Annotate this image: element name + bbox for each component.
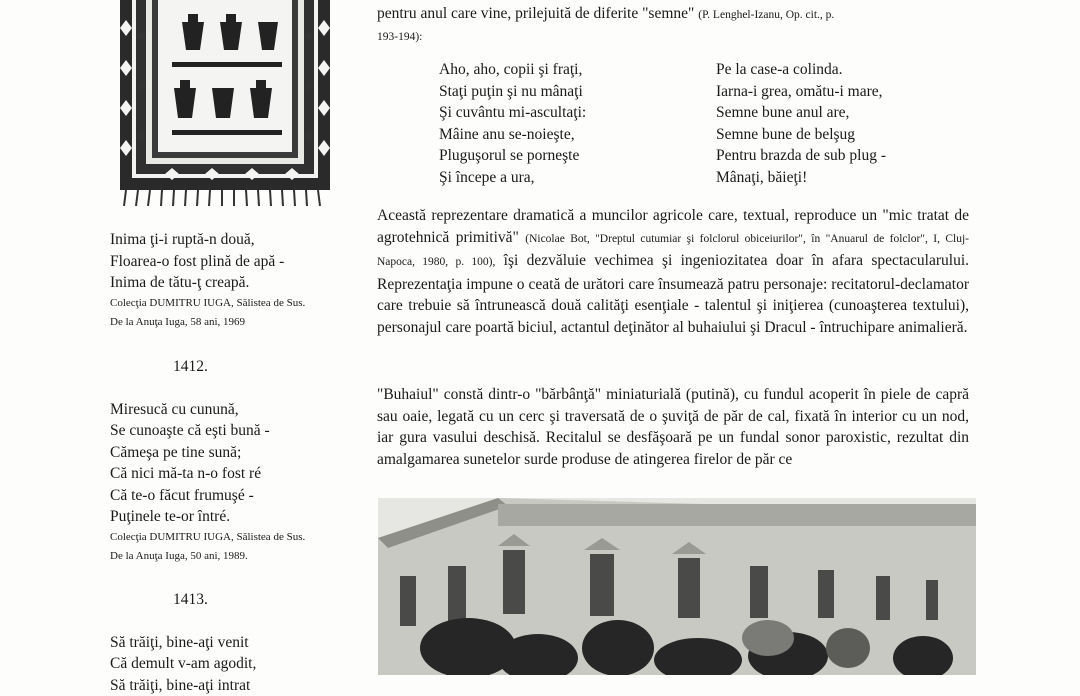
poem-line: Semne bune anul are, bbox=[716, 102, 966, 124]
verse-line: Să trăiţi, bine-aţi intrat bbox=[110, 675, 355, 696]
poem-line: Iarna-i grea, omătu-i mare, bbox=[716, 81, 966, 103]
paragraph-text: Această reprezentare dramatică a muncilor agricole care, textual, reproduce un "mic tratat de agrotehnică primitivă" bbox=[377, 207, 969, 246]
poem-line: Semne bune de belşug bbox=[716, 124, 966, 146]
item-number: 1413. bbox=[173, 590, 355, 610]
verse-line: Floarea-o fost plină de apă - bbox=[110, 251, 355, 273]
verse-line: Cămeşa pe tine sună; bbox=[110, 442, 355, 464]
collection-credit: De la Anuţa Iuga, 58 ani, 1969 bbox=[110, 313, 355, 332]
poem-line: Staţi puţin şi nu mânaţi bbox=[439, 81, 689, 103]
poem-line: Pluguşorul se porneşte bbox=[439, 145, 689, 167]
poem-left-column bbox=[439, 59, 689, 188]
intro-text bbox=[377, 3, 967, 48]
verse-line: Să trăiţi, bine-aţi venit bbox=[110, 632, 355, 654]
street-photo bbox=[378, 498, 976, 675]
paragraph-dramatic-representation bbox=[377, 205, 969, 338]
poem-line: Şi cuvântu mi-ascultaţi: bbox=[439, 102, 689, 124]
paragraph-buhaiul: "Buhaiul" constă dintr-o "bărbânţă" miniaturială (putină), cu fundul acoperit în piele de capră sau oaie, legată cu un cerc şi traversată de o şuviţă de păr de cal, fixată în interior cu un nod, iar gura vasului deschisă. Recitalul se desfăşoară pe un fundal sonor paroxistic, rezultat din amalgamarea sunetelor surde produse de atingerea firelor de păr ce bbox=[377, 384, 969, 470]
collection-credit: Colecţia DUMITRU IUGA, Sălistea de Sus. bbox=[110, 294, 355, 313]
verse-line: Că demult v-am agodit, bbox=[110, 653, 355, 675]
item-number: 1412. bbox=[173, 357, 355, 377]
poem-right-column bbox=[716, 59, 966, 188]
poem-line: Şi începe a ura, bbox=[439, 167, 689, 189]
intro-citation: (P. Lenghel-Izanu, Op. cit., p. bbox=[698, 9, 834, 21]
poem-line: Mânaţi, băieţi! bbox=[716, 167, 966, 189]
collection-credit: De la Anuţa Iuga, 50 ani, 1989. bbox=[110, 547, 355, 566]
poem-line: Pe la case-a colinda. bbox=[716, 59, 966, 81]
poem-line: Pentru brazda de sub plug - bbox=[716, 145, 966, 167]
intro-line: pentru anul care vine, prilejuită de diferite "semne" bbox=[377, 5, 694, 22]
verse-line: Inima de tătu-ţ creapă. bbox=[110, 272, 355, 294]
paragraph-citation: (Nicolae Bot, "Dreptul cutumiar şi folclorul obiceiurilor", în "Anuarul de folclor", I, Cluj-Napoca, 1980, p. 100), bbox=[377, 233, 969, 269]
collection-credit: Colecţia DUMITRU IUGA, Sălistea de Sus. bbox=[110, 528, 355, 547]
left-column bbox=[110, 229, 355, 696]
paragraph-text: îşi dezvăluie vechimea şi ingeniozitatea doar în afara spectacularului. Reprezentaţia impune o ceată de urători care însumează patru personaje: recitatorul-declamator care trebuie să întrunească două calităţi esenţiale - talentul şi iniţierea (cunoaşterea textului), personajul care poartă biciul, actantul deţinător al buhaiului şi Dracul - întruchipare animalieră. bbox=[377, 252, 969, 336]
verse-line: Inima ţi-i ruptă-n două, bbox=[110, 229, 355, 251]
verse-line: Că te-o făcut frumuşé - bbox=[110, 485, 355, 507]
carpet-illustration bbox=[112, 0, 346, 210]
poem-line: Mâine anu se-noieşte, bbox=[439, 124, 689, 146]
verse-line: Că nici mă-ta n-o fost ré bbox=[110, 463, 355, 485]
intro-citation-end: 193-194): bbox=[377, 27, 967, 49]
verse-line: Miresucă cu cunună, bbox=[110, 399, 355, 421]
verse-line: Se cunoaşte că eşti bună - bbox=[110, 420, 355, 442]
verse-line: Puţinele te-or întré. bbox=[110, 506, 355, 528]
poem-line: Aho, aho, copii şi fraţi, bbox=[439, 59, 689, 81]
